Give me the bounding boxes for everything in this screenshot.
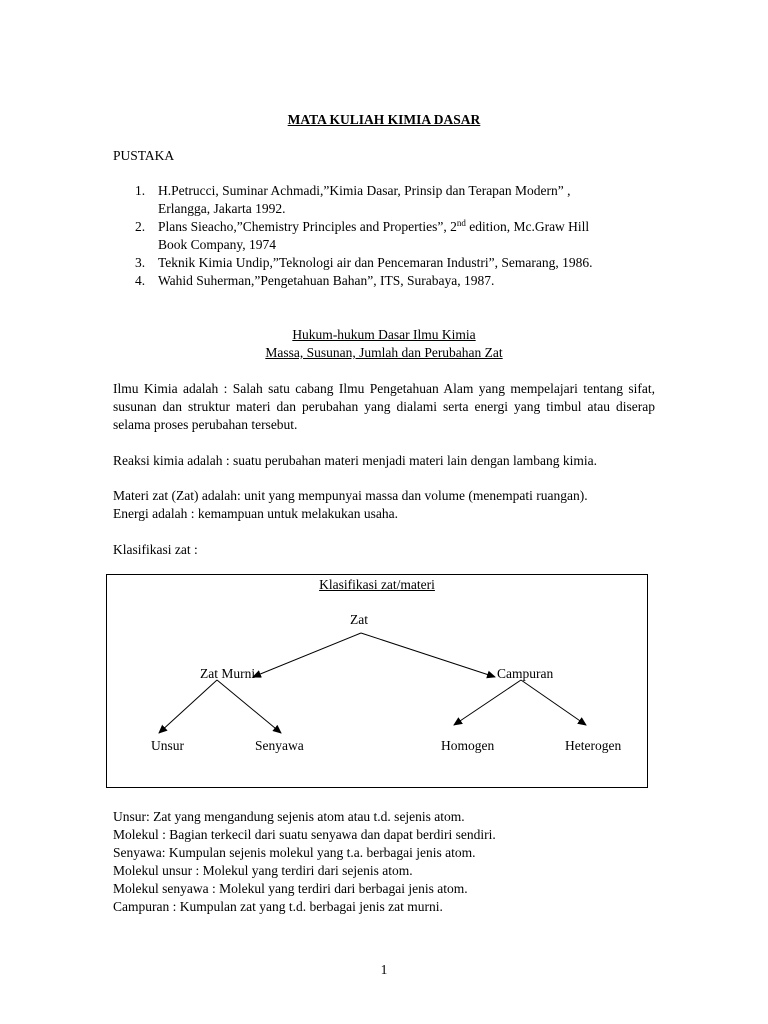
definition-line: Unsur: Zat yang mengandung sejenis atom atau t.d. sejenis atom. (113, 809, 465, 824)
section-subtitle: Massa, Susunan, Jumlah dan Perubahan Zat (265, 345, 503, 360)
reference-text: H.Petrucci, Suminar Achmadi,”Kimia Dasar, Prinsip dan Terapan Modern” , (158, 183, 571, 198)
reference-text: Teknik Kimia Undip,”Teknologi air dan Pencemaran Industri”, Semarang, 1986. (158, 255, 593, 270)
reference-text: Plans Sieacho,”Chemistry Principles and Properties”, 2nd edition, Mc.Graw Hill (158, 218, 590, 234)
section-title: Hukum-hukum Dasar Ilmu Kimia (292, 327, 476, 342)
page-number: 1 (380, 962, 388, 977)
paragraph-ilmu-kimia: Ilmu Kimia adalah : Salah satu cabang Ilmu Pengetahuan Alam yang mempelajari tentang sifat, susunan dan struktur materi dan perubahan yang dialami serta energi yang timbul atau diserap selama proses perubahan tersebut. (113, 381, 655, 432)
reference-text: Wahid Suherman,”Pengetahuan Bahan”, ITS, Surabaya, 1987. (158, 273, 495, 288)
reference-number: 3. (135, 255, 146, 270)
paragraph-klasifikasi: Klasifikasi zat : (113, 542, 198, 557)
definition-line: Senyawa: Kumpulan sejenis molekul yang t.a. berbagai jenis atom. (113, 845, 476, 860)
definition-line: Molekul unsur : Molekul yang terdiri dari sejenis atom. (113, 863, 413, 878)
arrow-campuran-to-heterogen (521, 680, 586, 725)
node-senyawa: Senyawa (255, 738, 304, 753)
node-unsur: Unsur (151, 738, 184, 753)
node-heterogen: Heterogen (565, 738, 622, 753)
paragraph-energi: Energi adalah : kemampuan untuk melakukan usaha. (113, 506, 399, 521)
reference-number: 1. (135, 183, 146, 198)
paragraph-reaksi-kimia: Reaksi kimia adalah : suatu perubahan materi menjadi materi lain dengan lambang kimia. (113, 453, 597, 468)
node-campuran: Campuran (497, 666, 554, 681)
page-title: MATA KULIAH KIMIA DASAR (287, 112, 481, 127)
node-homogen: Homogen (441, 738, 495, 753)
reference-text: Erlangga, Jakarta 1992. (158, 201, 286, 216)
arrow-zat-murni-to-senyawa (217, 680, 281, 733)
definition-line: Campuran : Kumpulan zat yang t.d. berbagai jenis zat murni. (113, 899, 443, 914)
diagram-arrows (107, 575, 647, 787)
node-zat-murni: Zat Murni (200, 666, 256, 681)
arrow-zat-to-campuran (361, 633, 495, 677)
arrow-zat-to-zat-murni (253, 633, 361, 677)
arrow-campuran-to-homogen (454, 680, 521, 725)
pustaka-heading: PUSTAKA (113, 148, 175, 163)
diagram-title: Klasifikasi zat/materi (319, 577, 435, 592)
arrow-zat-murni-to-unsur (159, 680, 217, 733)
node-zat: Zat (350, 612, 368, 627)
reference-number: 4. (135, 273, 146, 288)
reference-text: Book Company, 1974 (158, 237, 276, 252)
definition-line: Molekul senyawa : Molekul yang terdiri dari berbagai jenis atom. (113, 881, 468, 896)
paragraph-materi-zat: Materi zat (Zat) adalah: unit yang mempunyai massa dan volume (menempati ruangan). (113, 488, 588, 503)
definition-line: Molekul : Bagian terkecil dari suatu senyawa dan dapat berdiri sendiri. (113, 827, 496, 842)
reference-number: 2. (135, 219, 146, 234)
classification-diagram (106, 574, 648, 788)
